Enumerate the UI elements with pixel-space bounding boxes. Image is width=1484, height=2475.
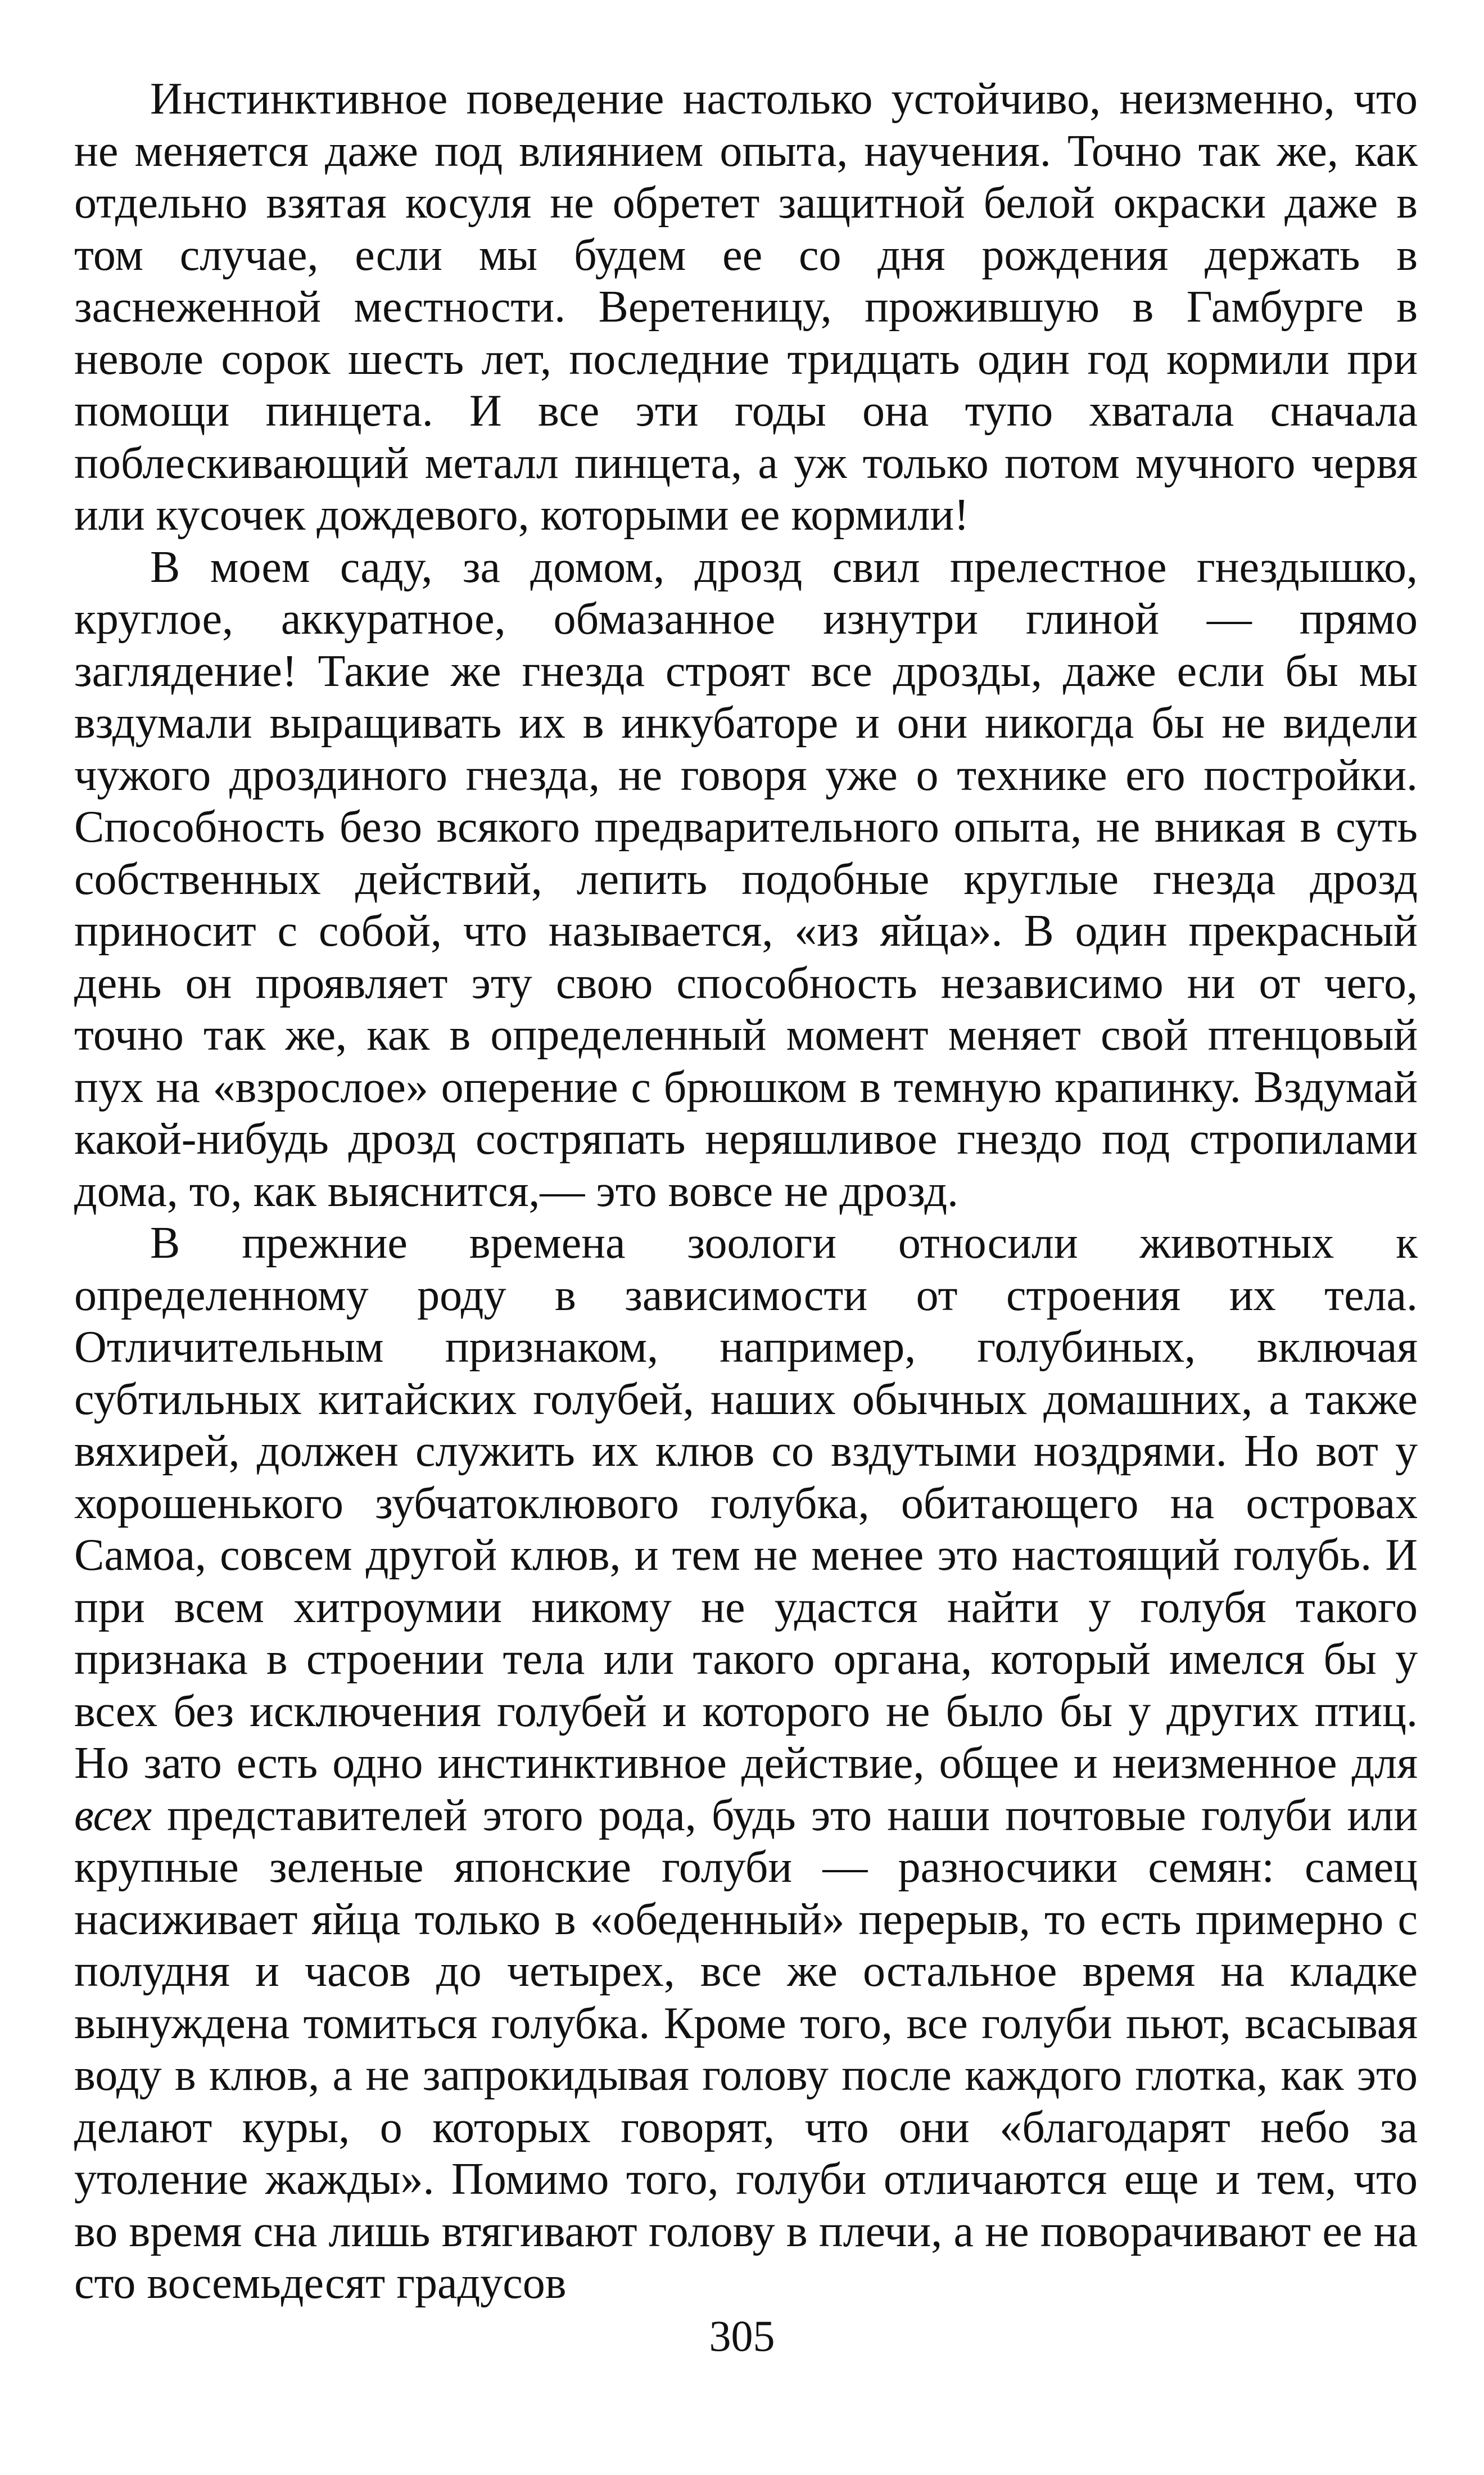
italic-emphasis: всех [74, 1790, 152, 1840]
page-number: 305 [709, 2311, 775, 2360]
paragraph-text: В прежние времена зоологи относили животных к определенному роду в зависимости от строения их тела. Отличительным признаком, например, голубиных, включая субтильных китайских голубей, наших обычных домашних, а также вяхирей, должен служить их клюв со вздутыми ноздрями. Но вот у хорошенького зубчатоклювого голубка, обитающего на островах Самоа, совсем другой клюв, и тем не менее это настоящий голубь. И при всем хитроумии никому не удастся найти у голубя такого признака в строении тела или такого органа, который имелся бы у всех без исключения голубей и которого не было бы у других птиц. Но зато есть одно инстинктивное действие, общее и неизменное для [74, 1218, 1418, 1788]
paragraph-pigeons [74, 1217, 1418, 2310]
paragraph-instinct-stability [74, 73, 1418, 541]
paragraph-thrush-nest [74, 541, 1418, 1218]
paragraph-text: представителей этого рода, будь это наши почтовые голуби или крупные зеленые японские голуби — разносчики семян: самец насиживает яйца только в «обеденный» перерыв, то есть примерно с полудня и часов до четырех, все же остальное время на кладке вынуждена томиться голубка. Кроме того, все голуби пьют, всасывая воду в клюв, а не запрокидывая голову после каждого глотка, как это делают куры, о которых говорят, что они «благодарят небо за утоление жажды». Помимо того, голуби отличаются еще и тем, что во время сна лишь втягивают голову в плечи, а не поворачивают ее на сто восемьдесят градусов [74, 1790, 1418, 2308]
paragraph-text: В моем саду, за домом, дрозд свил прелестное гнездышко, круглое, аккуратное, обмазанное изнутри глиной — прямо заглядение! Такие же гнезда строят все дрозды, даже если бы мы вздумали выращивать их в инкубаторе и они никогда бы не видели чужого дроздиного гнезда, не говоря уже о технике его постройки. Способность безо всякого предварительного опыта, не вникая в суть собственных действий, лепить подобные круглые гнезда дрозд приносит с собой, что называется, «из яйца». В один прекрасный день он проявляет эту свою способность независимо ни от чего, точно так же, как в определенный момент меняет свой птенцовый пух на «взрослое» оперение с брюшком в темную крапинку. Вздумай какой-нибудь дрозд состряпать неряшливое гнездо под стропилами дома, то, как выяснится,— это вовсе не дрозд. [74, 542, 1418, 1216]
paragraph-text: Инстинктивное поведение настолько устойчиво, неизменно, что не меняется даже под влиянием опыта, научения. Точно так же, как отдельно взятая косуля не обретет защитной белой окраски даже в том случае, если мы будем ее со дня рождения держать в заснеженной местности. Веретеницу, прожившую в Гамбурге в неволе сорок шесть лет, последние тридцать один год кормили при помощи пинцета. И все эти годы она тупо хватала сначала поблескивающий металл пинцета, а уж только потом мучного червя или кусочек дождевого, которыми ее кормили! [74, 74, 1418, 540]
page-text-block [74, 73, 1418, 2310]
